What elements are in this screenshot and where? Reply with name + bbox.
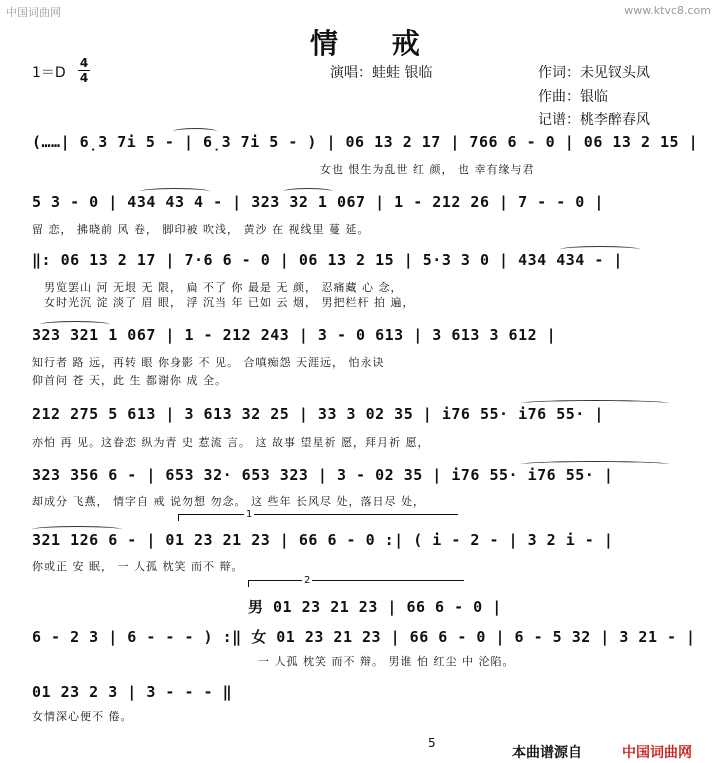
slur-mark <box>40 321 110 328</box>
page-number: 5 <box>428 736 436 750</box>
lyric-row-2: 留 恋， 拂晓前 风 卷， 脚印被 吹浅， 黄沙 在 视线里 蔓 延。 <box>32 223 370 236</box>
volta-first-ending <box>178 509 458 520</box>
watermark-right: www.ktvc8.com <box>624 4 711 17</box>
transcriber: 记谱：桃李醉春风 <box>538 112 650 128</box>
notation-row-5: 212 275 5 613 | 3 613 32 25 | 33 3 02 35 | i76 55· i76 55· | <box>32 405 604 423</box>
composer: 作曲：银临 <box>538 89 608 105</box>
notation-row-1: (……| 6̣3 7i 5 - | 6̣3 7i 5 - ) | 06 13 2 17 | 766 6 - 0 | 06 13 2 15 | <box>32 133 699 151</box>
time-sig-bottom: 4 <box>79 71 89 85</box>
source-brand: 中国词曲网 <box>622 745 692 761</box>
slur-mark <box>520 461 670 468</box>
slur-mark <box>173 128 217 135</box>
volta-first-tick <box>178 515 179 521</box>
lyric-row-9: 一 人孤 枕笑 而不 辩。 男谁 怕 红尘 中 沦陷。 <box>258 655 515 668</box>
lyric-row-10: 女情深心便不 倦。 <box>32 710 133 723</box>
watermark-left: 中国词曲网 <box>6 6 61 19</box>
volta-second-label: 2 <box>304 575 311 586</box>
slur-mark <box>140 188 210 195</box>
lyricist: 作词：未见钗头凤 <box>538 65 650 81</box>
slur-mark <box>283 188 333 195</box>
key-signature: 1＝D <box>32 65 66 81</box>
notation-row-10: 01 23 2 3 | 3 - - - ‖ <box>32 683 233 701</box>
lyric-row-4a: 知行者 路 远，再转 眼 你身影 不 见。 合嗔痴怨 天涯远， 怕永诀 <box>32 356 385 369</box>
volta-second-ending <box>248 575 464 586</box>
lyric-row-4b: 仰首问 苍 天，此 生 都谢你 成 全。 <box>32 374 227 387</box>
slur-mark <box>32 526 122 533</box>
notation-row-2: 5 3 - 0 | 434 43 4 - | 323 32 1 067 | 1 - 212 26 | 7 - - 0 | <box>32 193 604 211</box>
slur-mark <box>520 400 670 407</box>
lyric-row-3a: 男览罢山 河 无垠 无 限， 扁 不了 你 最是 无 颜， 忍痛藏 心 念， <box>44 281 403 294</box>
time-sig-top: 4 <box>79 56 89 70</box>
slur-mark <box>560 246 640 253</box>
singers: 演唱：蛙蛙 银临 <box>330 65 433 81</box>
notation-row-3: ‖: 06 13 2 17 | 7·6 6 - 0 | 06 13 2 15 | 5·3 3 0 | 434 434 - | <box>32 251 623 269</box>
time-signature <box>78 56 90 85</box>
source-credit: 本曲谱源自 <box>512 745 582 761</box>
volta-first-label: 1 <box>246 509 253 520</box>
notation-row-7: 321 126 6 - | 01 23 21 23 | 66 6 - 0 :| ( i - 2 - | 3 2 i - | <box>32 531 614 549</box>
lyric-row-6: 却成分 飞燕， 情字自 戒 说勿想 勿念。 这 些年 长风尽 处，落日尽 处， <box>32 495 425 508</box>
volta-second-tick <box>248 581 249 587</box>
notation-row-6: 323 356 6 - | 653 32· 653 323 | 3 - 02 35 | i76 55· i76 55· | <box>32 466 614 484</box>
notation-row-8: 男 01 23 21 23 | 66 6 - 0 | <box>248 598 502 616</box>
lyric-row-1: 女也 恨生为乱世 红 颜， 也 幸有缘与君 <box>320 163 535 176</box>
notation-row-4: 323 321 1 067 | 1 - 212 243 | 3 - 0 613 | 3 613 3 612 | <box>32 326 557 344</box>
notation-row-9: 6 - 2 3 | 6 - - - ) :‖ 女 01 23 21 23 | 66 6 - 0 | 6 - 5 32 | 3 21 - | <box>32 628 696 646</box>
lyric-row-7: 你或正 安 眠， 一 人孤 枕笑 而不 辩。 <box>32 560 244 573</box>
lyric-row-3b: 女时光沉 淀 淡了 眉 眼， 浮 沉当 年 已如 云 烟， 男把栏杆 拍 遍， <box>44 296 415 309</box>
lyric-row-5: 亦怕 再 见。这眷恋 纵为青 史 惹流 言。 这 故事 望星祈 愿，拜月祈 愿， <box>32 436 430 449</box>
song-title: 情 戒 <box>310 27 442 60</box>
